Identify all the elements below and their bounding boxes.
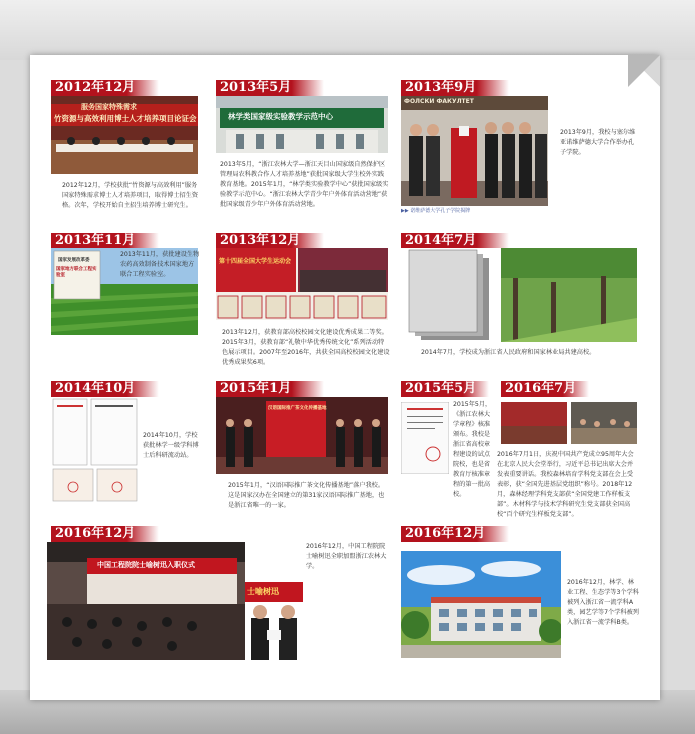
photo-sign-text: ФОЛСКИ ФАКУЛТЕТ bbox=[404, 98, 474, 105]
caption-2015-01: 2015年1月，“汉语国际推广茶文化传播基地”落户我校。这是国家汉办在全国建立的第31家汉语国际推广基地，也是浙江省唯一的一家。 bbox=[228, 482, 385, 509]
page-curl-fold bbox=[628, 55, 660, 87]
year-label-2016-12-academician: 2016年12月 bbox=[51, 526, 159, 542]
photo-tea-culture-base bbox=[216, 397, 388, 474]
photo-postdoc-documents bbox=[51, 397, 139, 503]
caption-2016-12-disciplines: 2016年12月，林学、林业工程、生态学等3个学科被列入浙江省一流学科A类，园艺学等7个学科被列入浙江省一流学科B类。 bbox=[567, 579, 639, 626]
photo-side-banner-text: 士喻树迅 bbox=[247, 587, 279, 596]
caption-2014-10: 2014年10月，学校获批林学一级学科博士后科研流动站。 bbox=[143, 432, 199, 459]
caption-2014-07: 2014年7月，学校成为浙江省人民政府和国家林业局共建高校。 bbox=[421, 349, 596, 356]
photo-banner-text: 汉语国际推广茶文化传播基地 bbox=[268, 406, 327, 411]
year-label-2013-11: 2013年11月 bbox=[51, 233, 159, 249]
year-label-2014-10: 2014年10月 bbox=[51, 381, 159, 397]
background-top bbox=[0, 0, 695, 60]
caption-2013-09: 2013年9月，我校与塞尔维亚诺维萨德大学合作举办孔子学院。 bbox=[560, 129, 636, 156]
caption-2012-12: 2012年12月，学校获批“竹资源与高效利用”服务国家特殊需求博士人才培养项目，取得博士招生资格。次年，学校开始自主招生培养博士研究生。 bbox=[62, 182, 199, 209]
photo-banner-top-text: 服务国家特殊需求 bbox=[81, 103, 137, 111]
photo-culture-awards bbox=[216, 248, 388, 320]
photo-academician-ceremony bbox=[47, 542, 303, 660]
year-label-2015-05: 2015年5月 bbox=[401, 381, 489, 397]
photo-confucius-institute-ceremony bbox=[401, 96, 548, 206]
photo-campus-building bbox=[401, 551, 561, 658]
year-label-2014-07: 2014年7月 bbox=[401, 233, 509, 249]
photo-plaque-text: 国家地方联合工程实验室 bbox=[56, 267, 97, 278]
year-label-2016-07: 2016年7月 bbox=[501, 381, 589, 397]
caption-2016-07: 2016年7月1日，庆祝中国共产党成立95周年大会在北京人民大会堂举行，习近平总书记出席大会并发表重要讲话。我校森林培育学科党支部在会上受表彰，获“全国先进基层党组织”称号。2018年12月，森林经理学科党支部获“全国党建工作样板支部”。木材科学与技术学科研究生党支部获全国高校“百个研究生样板党支部”。 bbox=[497, 451, 634, 518]
caption-2013-12: 2013年12月，获教育部高校校园文化建设优秀成果二等奖。2015年3月，获教育部“礼敬中华优秀传统文化”系列活动特色展示项目。2007年至2016年，共获全国高校校园文化建设优秀成果奖6项。 bbox=[222, 329, 390, 366]
photo-party-branch bbox=[501, 402, 637, 444]
caption-2015-05: 2015年5月，《浙江农林大学章程》核准颁布。我校是浙江省高校章程建设的试点院校，也是省教育厅核准章程的第一批高校。 bbox=[453, 401, 492, 498]
year-label-2013-09: 2013年9月 bbox=[401, 80, 509, 96]
photo-sign-text: 林学类国家级实验教学示范中心 bbox=[228, 112, 333, 121]
photo-lab-center-building bbox=[216, 96, 388, 153]
year-label-2012-12: 2012年12月 bbox=[51, 80, 159, 96]
year-label-2013-12: 2013年12月 bbox=[216, 233, 324, 249]
caption-2013-05: 2013年5月，“浙江农林大学—浙江天目山国家级自然保护区管理局农科教合作人才培养基地”获批国家级大学生校外实践教育基地。2015年1月，“林学类实验教学中心”获批国家级实验教学示范中心。“浙江农林大学青少年户外体育活动营地”获批国家级青少年户外体育活动营地。 bbox=[220, 161, 389, 208]
photo-university-charter bbox=[401, 402, 449, 474]
year-label-2016-12-disciplines: 2016年12月 bbox=[401, 526, 509, 542]
caption-2013-11: 2013年11月，获批建设生物农药高效制备技术国家地方联合工程实验室。 bbox=[120, 251, 200, 278]
photo-banner-text: 第十四届全国大学生运动会 bbox=[219, 258, 292, 265]
photo-banner-text: 竹资源与高效利用博士人才培养项目论证会 bbox=[54, 114, 197, 123]
photo-co-construction bbox=[401, 248, 637, 342]
photo-note: ▶▶ 诺维萨德大学孔子学院揭牌 bbox=[401, 208, 471, 214]
year-label-2013-05: 2013年5月 bbox=[216, 80, 324, 96]
photo-phd-program-meeting bbox=[51, 96, 198, 174]
photo-plaque-org: 国家发展改革委 bbox=[58, 258, 90, 263]
caption-2016-12-academician: 2016年12月，中国工程院院士喻树迅全职加盟浙江农林大学。 bbox=[306, 543, 387, 570]
photo-banner-text: 中国工程院院士喻树迅入职仪式 bbox=[97, 561, 195, 569]
year-label-2015-01: 2015年1月 bbox=[216, 381, 324, 397]
